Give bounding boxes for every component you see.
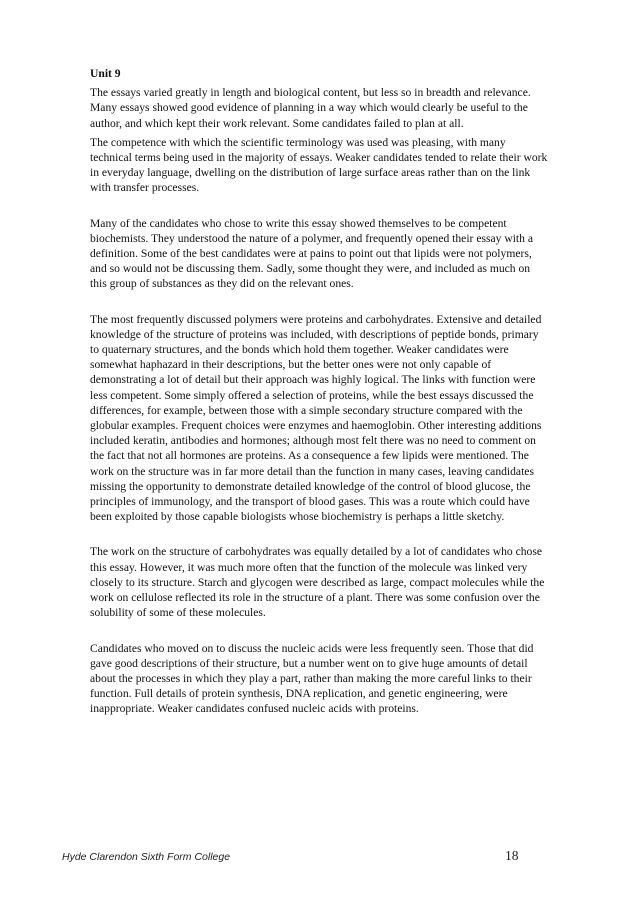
paragraph-2: The competence with which the scientific terminology was used was pleasing, with many technical terms being used in the majority of essays. Weaker candidates tended to relate their work in everyday language, dwelling on the distribution of large surface areas rather than on the link with transfer processes.	[90, 135, 548, 195]
unit-heading: Unit 9	[90, 67, 121, 80]
paragraph-3: Many of the candidates who chose to write this essay showed themselves to be competent biochemists. They understood the nature of a polymer, and frequently opened their essay with a definition. Some of the best candidates were at pains to point out that lipids were not polymers, and so would not be discussing them. Sadly, some thought they were, and included as much on this group of substances as they did on the relevant ones.	[90, 216, 533, 291]
paragraph-4: The most frequently discussed polymers were proteins and carbohydrates. Extensive and detailed knowledge of the structure of proteins was included, with descriptions of peptide bonds, primary to quaternary structures, and the bonds which hold them together. Weaker candidates were somewhat haphazard in their descriptions, but the better ones were not only capable of demonstrating a lot of detail but their approach was highly logical. The links with function were less competent. Some simply offered a selection of proteins, while the best essays discussed the differences, for example, between those with a simple secondary structure compared with the globular examples. Frequent choices were enzymes and haemoglobin. Other interesting additions included keratin, antibodies and hormones; although most felt there was no need to comment on the fact that not all hormones are proteins. As a consequence a few lipids were mentioned. The work on the structure was in far more detail than the function in many cases, leaving candidates missing the opportunity to demonstrate detailed knowledge of the control of blood glucose, the principles of immunology, and the transport of blood gases. This was a route which could have been exploited by those capable biologists whose biochemistry is perhaps a little sketchy.	[90, 312, 542, 524]
paragraph-1: The essays varied greatly in length and biological content, but less so in breadth and relevance. Many essays showed good evidence of planning in a way which would clearly be useful to the author, and which kept their work relevant. Some candidates failed to plan at all.	[90, 86, 531, 130]
page-number: 18	[505, 848, 519, 863]
footer-institution: Hyde Clarendon Sixth Form College	[62, 851, 231, 863]
document-body	[90, 66, 548, 721]
paragraph-6: Candidates who moved on to discuss the nucleic acids were less frequently seen. Those that did gave good descriptions of their structure, but a number went on to give huge amounts of detail about the processes in which they play a part, rather than making the more careful links to their function. Full details of protein synthesis, DNA replication, and genetic engineering, were inappropriate. Weaker candidates confused nucleic acids with proteins.	[90, 641, 534, 716]
paragraph-5: The work on the structure of carbohydrates was equally detailed by a lot of candidates who chose this essay. However, it was much more often that the function of the molecule was linked very closely to its structure. Starch and glycogen were described as large, compact molecules while the work on cellulose reflected its role in the structure of a plant. There was some confusion over the solubility of some of these molecules.	[90, 545, 545, 620]
